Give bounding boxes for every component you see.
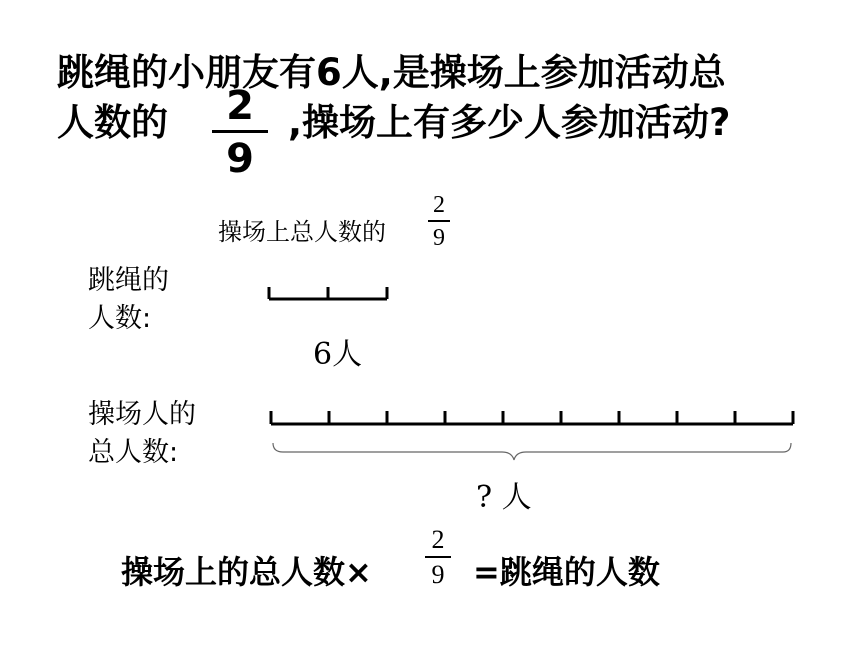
equation-fraction bbox=[425, 527, 451, 588]
row2-label-line2: 总人数: bbox=[88, 437, 179, 468]
equation-fraction-bar bbox=[425, 556, 451, 558]
row2-segment bbox=[271, 411, 793, 424]
row1-label-line1: 跳绳的 bbox=[88, 265, 169, 296]
problem-line-1: 跳绳的小朋友有6人,是操场上参加活动总 bbox=[57, 51, 726, 94]
equation-right: =跳绳的人数 bbox=[473, 553, 660, 591]
row2-label-line1: 操场人的 bbox=[88, 399, 196, 430]
problem-fraction-denominator: 9 bbox=[226, 136, 254, 182]
row1-label-line2: 人数: bbox=[88, 303, 152, 334]
diagram-top-fraction-denominator: 9 bbox=[433, 224, 445, 251]
equation-left: 操场上的总人数× bbox=[121, 553, 372, 591]
row1-segment bbox=[269, 287, 387, 299]
problem-fraction-numerator: 2 bbox=[226, 83, 254, 129]
problem-line-2-suffix: ,操场上有多少人参加活动? bbox=[288, 101, 731, 144]
row2-value: ? 人 bbox=[476, 480, 532, 515]
equation-fraction-numerator: 2 bbox=[431, 525, 445, 554]
problem-line-2-prefix: 人数的 bbox=[57, 101, 168, 144]
diagram-top-label: 操场上总人数的 bbox=[218, 218, 386, 246]
row2-brace bbox=[273, 443, 791, 460]
diagram-top-fraction-numerator: 2 bbox=[433, 192, 445, 218]
equation-fraction-denominator: 9 bbox=[431, 559, 445, 589]
row1-value: 6人 bbox=[313, 337, 363, 372]
